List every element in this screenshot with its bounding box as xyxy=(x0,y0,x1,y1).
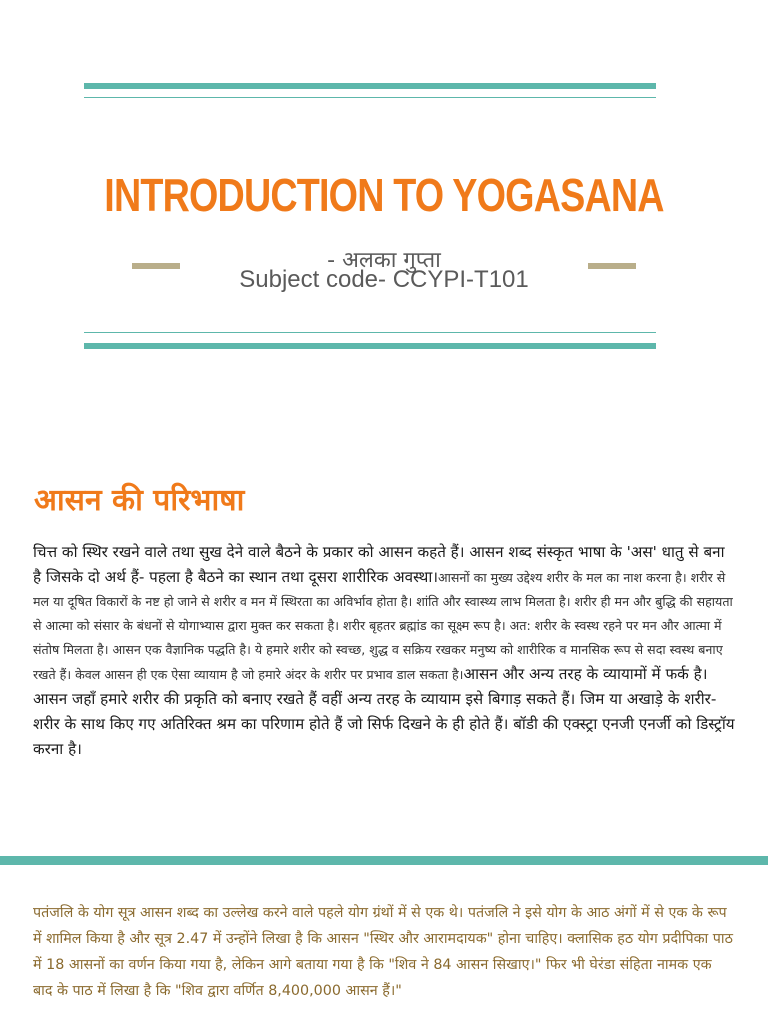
title-slide xyxy=(0,0,768,440)
top-rule-thin xyxy=(84,97,656,98)
bottom-rule-thick xyxy=(84,343,656,349)
patanjali-paragraph: पतंजलि के योग सूत्र आसन शब्द का उल्लेख करने वाले पहले योग ग्रंथों में से एक थे। पतंजलि ने इसे योग के आठ अंगों में से एक के रूप में शामिल किया है और सूत्र 2.47 में उन्होंने लिखा है कि आसन "स्थिर और आरामदायक" होना चाहिए। क्लासिक हठ योग प्रदीपिका पाठ में 18 आसनों का वर्णन किया गया है, लेकिन आगे बताया गया है कि "शिव ने 84 आसन सिखाए।" फिर भी घेरंडा संहिता नामक एक बाद के पाठ में लिखा है कि "शिव द्वारा वर्णित 8,400,000 आसन हैं।" xyxy=(33,905,733,999)
paragraph-part-3: आसन और अन्य तरह के व्यायामों में फर्क है। आसन जहाँ हमारे शरीर की प्रकृति को बनाए रखते हैं वहीं अन्य तरह के व्यायाम इसे बिगाड़ सकते हैं। जिम या अखाड़े के शरीर- शरीर के साथ किए गए अतिरिक्त श्रम का परिणाम होते हैं जो सिर्फ दिखने के ही होते हैं। बॉडी की एक्स्ट्रा एनजी एनर्जी को डिस्ट्रॉय करना है। xyxy=(33,665,735,758)
subject-code: Subject code- CCYPI-T101 xyxy=(239,266,529,293)
slide-title: INTRODUCTION TO YOGASANA xyxy=(104,169,664,221)
paragraph-part-2: आसनों का मुख्य उद्देश्य शरीर के मल का नाश करना है। शरीर से मल या दूषित विकारों के नष्ट हो जाने से शरीर व मन में स्थिरता का अविर्भाव होता है। शांति और स्वास्थ्य लाभ मिलता है। शरीर ही मन और बुद्धि की सहायता से आत्मा को संसार के बंधनों से योगाभ्यास द्वारा मुक्त कर सकता है। शरीर बृहतर ब्रह्मांड का सूक्ष्म रूप है। अत: शरीर के स्वस्थ रहने पर मन और आत्मा में संतोष मिलता है। आसन एक वैज्ञानिक पद्धति है। ये हमारे शरीर को स्वच्छ, शुद्ध व सक्रिय रखकर मनुष्य को शारीरिक व मानसिक रूप से सदा स्वस्थ बनाए रखते हैं। केवल आसन ही एक ऐसा व्यायाम है जो हमारे अंदर के शरीर पर प्रभाव डाल सकता है। xyxy=(33,570,733,682)
paragraph-part-1: चित्त को स्थिर रखने वाले तथा सुख देने वाले बैठने के प्रकार को आसन कहते हैं। आसन शब्द संस्कृत भाषा के 'अस' धातु से बना है जिसके दो अर्थ हैं- पहला है बैठने का स्थान तथा दूसरा शारीरिक अवस्था। xyxy=(33,543,725,586)
definition-section xyxy=(0,440,768,856)
bottom-rule-thin xyxy=(84,332,656,333)
definition-paragraph xyxy=(33,540,737,762)
section-heading: आसन की परिभाषा xyxy=(34,483,245,518)
top-rule-thick xyxy=(84,83,656,89)
section-divider-band xyxy=(0,856,768,865)
author-name: - अलका गुप्ता xyxy=(327,248,441,273)
patanjali-section xyxy=(0,865,768,1024)
